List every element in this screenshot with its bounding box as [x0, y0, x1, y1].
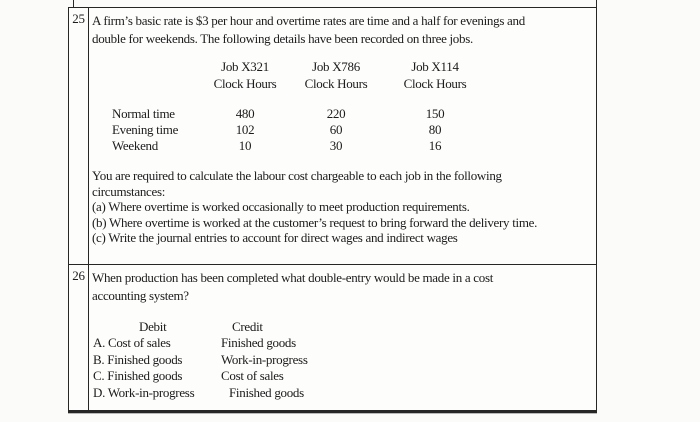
text-line: You are required to calculate the labour cost chargeable to each job in the following [92, 168, 502, 183]
clock-hours-subheader: Clock Hours [403, 76, 467, 91]
option-b-debit: B. Finished goods [93, 351, 183, 367]
hours-cell: 480 [235, 106, 255, 121]
debit-column-header: Debit [139, 319, 167, 334]
option-c-credit: Cost of sales [221, 368, 284, 384]
clock-hours-subheader: Clock Hours [213, 76, 277, 91]
job-column-header: Job X786 [312, 59, 360, 74]
option-b-credit: Work-in-progress [221, 351, 308, 367]
empty-cell [112, 75, 198, 92]
hours-cell: 30 [329, 138, 343, 153]
empty-cell [112, 58, 198, 75]
answer-options-table [93, 319, 596, 401]
question-number-25: 25 [69, 8, 89, 264]
row-label: Weekend [112, 138, 158, 153]
requirement-item-b: (b) Where overtime is worked at the customer’s request to bring forward the delivery time. [92, 214, 538, 230]
question-26-intro [92, 269, 596, 305]
questions-table [68, 7, 597, 413]
hours-cell: 220 [326, 106, 346, 121]
requirement-item-c: (c) Write the journal entries to account for direct wages and indirect wages [92, 230, 458, 245]
hours-cell: 150 [425, 106, 445, 121]
job-column-header: Job X114 [411, 59, 459, 74]
row-label: Normal time [112, 106, 175, 121]
option-d-credit: Finished goods [229, 384, 304, 400]
job-column-header: Job X321 [221, 59, 269, 74]
question-number-26: 26 [69, 265, 89, 410]
text-line: A firm’s basic rate is $3 per hour and overtime rates are time and a half for evenings and [92, 13, 525, 28]
credit-column-header: Credit [232, 319, 263, 334]
row-label: Evening time [112, 122, 179, 137]
table-spacer [112, 92, 490, 106]
option-a-credit: Finished goods [221, 335, 296, 351]
hours-cell: 102 [235, 122, 255, 137]
hours-cell: 80 [428, 122, 442, 137]
text-line: double for weekends. The following details have been recorded on three jobs. [92, 31, 473, 46]
requirement-item-a: (a) Where overtime is worked occasionally to meet production requirements. [92, 199, 470, 214]
text-line: circumstances: [92, 183, 166, 199]
text-line: When production has been completed what double-entry would be made in a cost [92, 270, 494, 285]
option-a-debit: A. Cost of sales [93, 335, 171, 351]
hours-cell: 10 [238, 138, 252, 153]
question-25-content [90, 8, 596, 264]
job-hours-table [112, 58, 596, 154]
option-c-debit: C. Finished goods [93, 368, 183, 384]
hours-cell: 60 [329, 122, 343, 137]
text-line: accounting system? [92, 288, 189, 303]
question-row-25 [69, 8, 596, 265]
question-25-intro [92, 12, 596, 48]
question-25-requirements [92, 168, 596, 246]
option-d-debit: D. Work-in-progress [93, 384, 195, 400]
question-26-content [90, 265, 596, 410]
question-row-26 [69, 265, 596, 410]
hours-cell: 16 [428, 138, 442, 153]
clock-hours-subheader: Clock Hours [304, 76, 368, 91]
